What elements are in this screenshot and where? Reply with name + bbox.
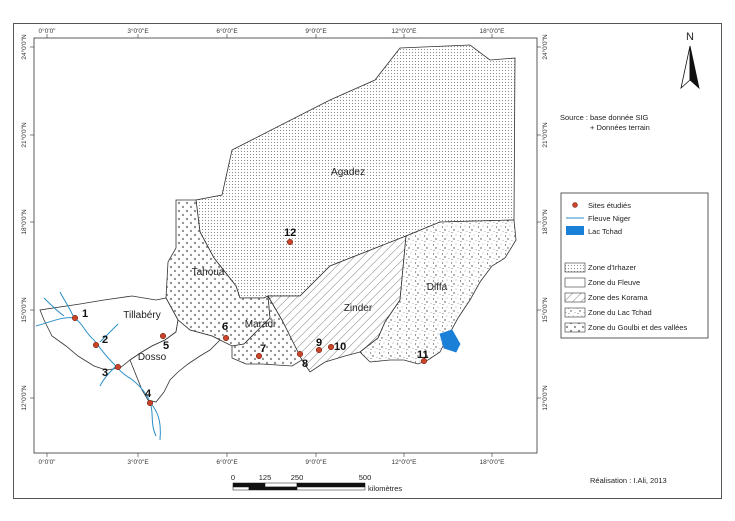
site-label: 7	[260, 343, 267, 355]
bottom-tick-labels	[39, 458, 506, 466]
site-marker	[287, 239, 293, 245]
site-marker	[328, 344, 334, 350]
site-marker	[297, 351, 303, 357]
north-label: N	[686, 31, 694, 43]
legend-zone-swatch	[565, 323, 585, 332]
scale-tick: 125	[258, 473, 272, 482]
label-dosso: Dosso	[137, 352, 167, 363]
tick-right: 18°0'0"N	[542, 209, 549, 235]
legend-zone-swatch	[565, 278, 585, 287]
site-label: 12	[284, 227, 297, 239]
tick-left: 12°0'0"N	[21, 385, 28, 411]
scale-tick: 500	[358, 473, 372, 482]
source-line-1: Source : base donnée SIG	[560, 113, 649, 122]
legend-zone-lac: Zone du Lac Tchad	[588, 308, 652, 317]
site-label: 6	[222, 321, 229, 333]
legend-lac: Lac Tchad	[588, 227, 623, 236]
legend-zone-goulbi: Zone du Goulbi et des vallées	[588, 323, 688, 332]
tick-left: 21°0'0"N	[21, 122, 28, 148]
tick-left: 18°0'0"N	[21, 209, 28, 235]
tick-top: 3°0'0"E	[127, 28, 149, 35]
legend	[561, 193, 708, 338]
site-marker	[115, 364, 121, 370]
site-marker	[93, 342, 99, 348]
scale-unit: kilomètres	[368, 484, 403, 493]
site-label: 8	[302, 358, 309, 370]
tick-bottom: 18°0'0"E	[479, 459, 505, 466]
tick-left: 24°0'0"N	[21, 34, 28, 60]
legend-fleuve: Fleuve Niger	[588, 214, 631, 223]
site-marker	[147, 400, 153, 406]
tick-right: 12°0'0"N	[542, 385, 549, 411]
label-tahoua: Tahoua	[191, 267, 225, 278]
tick-right: 21°0'0"N	[542, 122, 549, 148]
tick-top: 6°0'0"E	[216, 28, 238, 35]
legend-zone-swatch	[565, 263, 585, 272]
label-maradi: Maradi	[244, 319, 276, 330]
scale-tick: 250	[290, 473, 304, 482]
tick-left: 15°0'0"N	[21, 297, 28, 323]
legend-zone-korama: Zone des Korama	[588, 293, 648, 302]
legend-zone-irhazer: Zone d'Irhazer	[588, 263, 637, 272]
site-label: 1	[82, 308, 89, 320]
legend-zone-swatch	[565, 308, 585, 317]
site-marker	[160, 333, 166, 339]
tick-top: 0°0'0"	[38, 28, 56, 35]
lac-tchad	[440, 330, 460, 352]
legend-sites: Sites étudiés	[588, 201, 631, 210]
scale-tick: 0	[230, 473, 236, 482]
tick-bottom: 6°0'0"E	[216, 459, 238, 466]
tick-right: 24°0'0"N	[542, 34, 549, 60]
tick-top: 9°0'0"E	[305, 28, 327, 35]
label-agadez: Agadez	[331, 167, 365, 178]
tick-bottom: 0°0'0"	[38, 459, 56, 466]
source-line-2: + Données terrain	[590, 123, 650, 132]
scale-bar	[231, 473, 403, 493]
site-marker	[223, 335, 229, 341]
site-label: 2	[102, 334, 109, 346]
regions	[40, 45, 516, 402]
credit: Réalisation : I.Ali, 2013	[590, 476, 667, 485]
legend-zone-fleuve: Zone du Fleuve	[588, 278, 641, 287]
tick-bottom: 12°0'0"E	[391, 459, 417, 466]
right-tick-labels	[541, 34, 549, 411]
site-label: 10	[334, 341, 347, 353]
site-label: 4	[145, 388, 152, 400]
legend-lake-icon	[566, 226, 584, 235]
tick-bottom: 3°0'0"E	[127, 459, 149, 466]
label-zinder: Zinder	[343, 303, 373, 314]
site-label: 3	[102, 367, 109, 379]
site-label: 5	[163, 340, 170, 352]
site-marker	[72, 315, 78, 321]
tick-top: 18°0'0"E	[479, 28, 505, 35]
label-diffa: Diffa	[426, 282, 448, 293]
north-arrow-icon	[681, 31, 699, 88]
top-tick-labels	[39, 27, 506, 35]
label-tillabery: Tillabéry	[123, 310, 161, 321]
tick-top: 12°0'0"E	[391, 28, 417, 35]
legend-zone-swatch	[565, 293, 585, 302]
tick-bottom: 9°0'0"E	[305, 459, 327, 466]
site-label: 11	[417, 349, 429, 361]
legend-site-icon	[573, 203, 578, 208]
tick-right: 15°0'0"N	[542, 297, 549, 323]
site-label: 9	[316, 337, 323, 349]
left-tick-labels	[20, 34, 28, 411]
